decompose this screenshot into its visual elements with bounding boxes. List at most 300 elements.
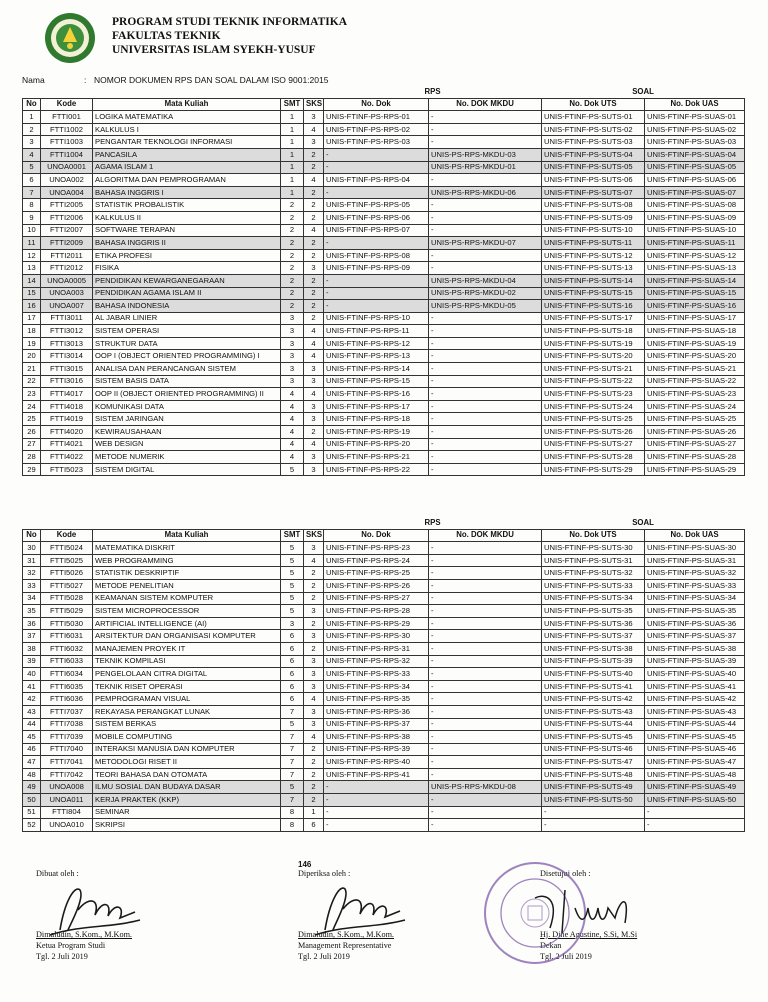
row-no-dok: UNIS-FTINF-PS-RPS-36 (324, 705, 429, 718)
row-no: 2 (23, 123, 41, 136)
row-kode: FTTI4019 (41, 413, 93, 426)
row-mata-kuliah: METODOLOGI RISET II (93, 756, 281, 769)
row-kode: FTTI804 (41, 806, 93, 819)
row-smt: 8 (281, 819, 304, 832)
row-no-dok-mkdu: - (429, 375, 542, 388)
row-no-dok-uas: UNIS-FTINF-PS-SUAS-17 (645, 312, 745, 325)
row-kode: FTTI6035 (41, 680, 93, 693)
row-mata-kuliah: ARTIFICIAL INTELLIGENCE (AI) (93, 617, 281, 630)
row-no-dok-mkdu: - (429, 743, 542, 756)
row-kode: UNOA0005 (41, 274, 93, 287)
row-smt: 6 (281, 668, 304, 681)
row-kode: FTTI4017 (41, 388, 93, 401)
row-no-dok: UNIS-FTINF-PS-RPS-21 (324, 451, 429, 464)
row-smt: 4 (281, 388, 304, 401)
row-no-dok-uas: UNIS-FTINF-PS-SUAS-11 (645, 237, 745, 250)
row-no-dok-uas: UNIS-FTINF-PS-SUAS-09 (645, 211, 745, 224)
program-name: PROGRAM STUDI TEKNIK INFORMATIKA (112, 16, 348, 28)
row-no-dok: UNIS-FTINF-PS-RPS-10 (324, 312, 429, 325)
row-no-dok-uas: UNIS-FTINF-PS-SUAS-18 (645, 325, 745, 338)
row-sks: 2 (304, 768, 324, 781)
row-kode: FTTI7038 (41, 718, 93, 731)
row-mata-kuliah: TEKNIK RISET OPERASI (93, 680, 281, 693)
table-row (23, 350, 745, 363)
row-smt: 3 (281, 617, 304, 630)
row-sks: 3 (304, 705, 324, 718)
row-smt: 7 (281, 705, 304, 718)
row-no-dok-uas: UNIS-FTINF-PS-SUAS-47 (645, 756, 745, 769)
signature-scribble-2 (305, 878, 415, 940)
row-mata-kuliah: SISTEM OPERASI (93, 325, 281, 338)
row-no: 48 (23, 768, 41, 781)
row-mata-kuliah: ILMU SOSIAL DAN BUDAYA DASAR (93, 781, 281, 794)
row-no-dok-uts: UNIS-FTINF-PS-SUTS-37 (542, 630, 645, 643)
row-mata-kuliah: KEAMANAN SISTEM KOMPUTER (93, 592, 281, 605)
row-mata-kuliah: OOP II (OBJECT ORIENTED PROGRAMMING) II (93, 388, 281, 401)
row-mata-kuliah: METODE NUMERIK (93, 451, 281, 464)
row-no-dok-mkdu: - (429, 705, 542, 718)
signer-role: Dekan (540, 941, 562, 950)
row-kode: UNOA002 (41, 174, 93, 187)
row-sks: 2 (304, 592, 324, 605)
row-no: 23 (23, 388, 41, 401)
row-no-dok-uas: UNIS-FTINF-PS-SUAS-20 (645, 350, 745, 363)
soal-group-header: SOAL (632, 86, 654, 96)
row-smt: 6 (281, 630, 304, 643)
signature-date: Tgl. 2 Juli 2019 (36, 952, 88, 961)
row-no-dok: UNIS-FTINF-PS-RPS-06 (324, 211, 429, 224)
row-sks: 2 (304, 756, 324, 769)
row-sks: 3 (304, 463, 324, 476)
row-no-dok-uts: UNIS-FTINF-PS-SUTS-35 (542, 605, 645, 618)
row-no-dok-uas: UNIS-FTINF-PS-SUAS-40 (645, 668, 745, 681)
row-mata-kuliah: ETIKA PROFESI (93, 249, 281, 262)
signature-date: Tgl. 2 Juli 2019 (540, 952, 592, 961)
row-no-dok-uts: UNIS-FTINF-PS-SUTS-27 (542, 438, 645, 451)
row-no-dok: UNIS-FTINF-PS-RPS-08 (324, 249, 429, 262)
row-no-dok-mkdu: UNIS-PS-RPS-MKDU-01 (429, 161, 542, 174)
row-no: 24 (23, 400, 41, 413)
row-smt: 2 (281, 249, 304, 262)
university-name: UNIVERSITAS ISLAM SYEKH-YUSUF (112, 44, 316, 56)
row-kode: FTTI4022 (41, 451, 93, 464)
row-no: 14 (23, 274, 41, 287)
row-sks: 2 (304, 743, 324, 756)
document-name-line (22, 75, 328, 85)
row-no-dok: UNIS-FTINF-PS-RPS-04 (324, 174, 429, 187)
row-no-dok: UNIS-FTINF-PS-RPS-27 (324, 592, 429, 605)
table-row (23, 224, 745, 237)
row-mata-kuliah: INTERAKSI MANUSIA DAN KOMPUTER (93, 743, 281, 756)
table-row (23, 388, 745, 401)
row-mata-kuliah: SISTEM MICROPROCESSOR (93, 605, 281, 618)
row-sks: 4 (304, 350, 324, 363)
row-sks: 3 (304, 363, 324, 376)
row-no-dok-uas: UNIS-FTINF-PS-SUAS-39 (645, 655, 745, 668)
row-no: 34 (23, 592, 41, 605)
row-mata-kuliah: PENDIDIKAN KEWARGANEGARAAN (93, 274, 281, 287)
row-no-dok-uas: UNIS-FTINF-PS-SUAS-43 (645, 705, 745, 718)
col-no-dok-uas: No. Dok UAS (645, 529, 745, 542)
col-no-dok-uts: No. Dok UTS (542, 98, 645, 111)
row-no-dok-mkdu: - (429, 111, 542, 124)
col-sks: SKS (304, 529, 324, 542)
row-mata-kuliah: WEB DESIGN (93, 438, 281, 451)
row-no: 49 (23, 781, 41, 794)
signer-role: Management Representative (298, 941, 392, 950)
row-no-dok: UNIS-FTINF-PS-RPS-32 (324, 655, 429, 668)
row-kode: FTTI3015 (41, 363, 93, 376)
table-row (23, 300, 745, 313)
row-mata-kuliah: BAHASA INDONESIA (93, 300, 281, 313)
row-smt: 1 (281, 111, 304, 124)
row-no-dok-uas: UNIS-FTINF-PS-SUAS-14 (645, 274, 745, 287)
row-mata-kuliah: PENDIDIKAN AGAMA ISLAM II (93, 287, 281, 300)
row-smt: 1 (281, 174, 304, 187)
row-no-dok: UNIS-FTINF-PS-RPS-38 (324, 731, 429, 744)
row-no-dok: UNIS-FTINF-PS-RPS-35 (324, 693, 429, 706)
row-smt: 3 (281, 363, 304, 376)
row-no-dok-uas: UNIS-FTINF-PS-SUAS-27 (645, 438, 745, 451)
row-no-dok-uts: UNIS-FTINF-PS-SUTS-41 (542, 680, 645, 693)
row-kode: FTTI2005 (41, 199, 93, 212)
row-no-dok-mkdu: - (429, 655, 542, 668)
row-smt: 2 (281, 211, 304, 224)
table-row (23, 743, 745, 756)
row-sks: 2 (304, 287, 324, 300)
row-mata-kuliah: KALKULUS I (93, 123, 281, 136)
row-no-dok: UNIS-FTINF-PS-RPS-07 (324, 224, 429, 237)
table-row (23, 312, 745, 325)
row-no-dok-uts: UNIS-FTINF-PS-SUTS-45 (542, 731, 645, 744)
row-no-dok-uts: UNIS-FTINF-PS-SUTS-06 (542, 174, 645, 187)
row-no: 37 (23, 630, 41, 643)
row-kode: FTTI7037 (41, 705, 93, 718)
row-no: 16 (23, 300, 41, 313)
row-mata-kuliah: AGAMA ISLAM 1 (93, 161, 281, 174)
row-smt: 7 (281, 731, 304, 744)
row-kode: FTTI7041 (41, 756, 93, 769)
row-no-dok-mkdu: UNIS-PS-RPS-MKDU-06 (429, 186, 542, 199)
row-no-dok-mkdu: UNIS-PS-RPS-MKDU-07 (429, 237, 542, 250)
table-row (23, 287, 745, 300)
row-smt: 7 (281, 756, 304, 769)
row-smt: 5 (281, 542, 304, 555)
row-no-dok-uts: UNIS-FTINF-PS-SUTS-20 (542, 350, 645, 363)
row-no-dok: UNIS-FTINF-PS-RPS-09 (324, 262, 429, 275)
table-row (23, 274, 745, 287)
document-table-1 (22, 86, 745, 476)
row-no: 32 (23, 567, 41, 580)
row-no-dok-uts: UNIS-FTINF-PS-SUTS-01 (542, 111, 645, 124)
row-no-dok-mkdu: - (429, 567, 542, 580)
row-kode: FTTI2011 (41, 249, 93, 262)
table-row (23, 123, 745, 136)
row-no-dok-uts: UNIS-FTINF-PS-SUTS-32 (542, 567, 645, 580)
row-no: 3 (23, 136, 41, 149)
table-row (23, 199, 745, 212)
row-no-dok-uas: UNIS-FTINF-PS-SUAS-23 (645, 388, 745, 401)
row-mata-kuliah: STATISTIK PROBALISTIK (93, 199, 281, 212)
row-kode: UNOA008 (41, 781, 93, 794)
row-sks: 2 (304, 426, 324, 439)
row-no-dok-mkdu: - (429, 554, 542, 567)
row-no-dok-uas: UNIS-FTINF-PS-SUAS-12 (645, 249, 745, 262)
row-mata-kuliah: TEKNIK KOMPILASI (93, 655, 281, 668)
col-smt: SMT (281, 98, 304, 111)
row-no-dok: UNIS-FTINF-PS-RPS-31 (324, 642, 429, 655)
row-sks: 2 (304, 274, 324, 287)
table-row (23, 375, 745, 388)
row-no-dok: - (324, 274, 429, 287)
table-row (23, 111, 745, 124)
row-no-dok-uas: UNIS-FTINF-PS-SUAS-29 (645, 463, 745, 476)
col-mata-kuliah: Mata Kuliah (93, 98, 281, 111)
table-row (23, 630, 745, 643)
row-no-dok-uas: UNIS-FTINF-PS-SUAS-32 (645, 567, 745, 580)
row-no-dok-mkdu: - (429, 211, 542, 224)
row-no-dok-uts: UNIS-FTINF-PS-SUTS-14 (542, 274, 645, 287)
row-smt: 1 (281, 161, 304, 174)
row-no-dok-uts: UNIS-FTINF-PS-SUTS-16 (542, 300, 645, 313)
document-name: NOMOR DOKUMEN RPS DAN SOAL DALAM ISO 9001:2015 (94, 75, 329, 85)
row-smt: 1 (281, 123, 304, 136)
signer-role: Ketua Program Studi (36, 941, 106, 950)
row-no-dok: UNIS-FTINF-PS-RPS-25 (324, 567, 429, 580)
row-no-dok-mkdu: - (429, 136, 542, 149)
row-no-dok-mkdu: - (429, 312, 542, 325)
row-sks: 3 (304, 413, 324, 426)
row-no-dok-uts: UNIS-FTINF-PS-SUTS-02 (542, 123, 645, 136)
row-no-dok-uas: UNIS-FTINF-PS-SUAS-25 (645, 413, 745, 426)
row-no-dok-mkdu: - (429, 174, 542, 187)
col-smt: SMT (281, 529, 304, 542)
row-no-dok-uas: UNIS-FTINF-PS-SUAS-35 (645, 605, 745, 618)
row-no: 26 (23, 426, 41, 439)
row-no-dok-uas: UNIS-FTINF-PS-SUAS-50 (645, 794, 745, 807)
row-kode: UNOA007 (41, 300, 93, 313)
row-no-dok-uts: UNIS-FTINF-PS-SUTS-13 (542, 262, 645, 275)
row-no-dok: UNIS-FTINF-PS-RPS-15 (324, 375, 429, 388)
row-kode: FTTI1002 (41, 123, 93, 136)
row-kode: FTTI2012 (41, 262, 93, 275)
signature-scribble-1 (40, 880, 150, 940)
row-no: 9 (23, 211, 41, 224)
row-no-dok-uts: UNIS-FTINF-PS-SUTS-28 (542, 451, 645, 464)
row-smt: 6 (281, 655, 304, 668)
row-smt: 4 (281, 413, 304, 426)
row-sks: 3 (304, 375, 324, 388)
row-no-dok-uas: UNIS-FTINF-PS-SUAS-38 (645, 642, 745, 655)
row-no-dok-uas: UNIS-FTINF-PS-SUAS-10 (645, 224, 745, 237)
row-no-dok-mkdu: - (429, 794, 542, 807)
row-sks: 4 (304, 325, 324, 338)
row-smt: 2 (281, 237, 304, 250)
row-no-dok: UNIS-FTINF-PS-RPS-29 (324, 617, 429, 630)
row-no-dok: - (324, 806, 429, 819)
rps-group-header: RPS (424, 86, 441, 96)
row-no-dok: - (324, 161, 429, 174)
row-smt: 4 (281, 426, 304, 439)
table-row (23, 693, 745, 706)
row-sks: 3 (304, 630, 324, 643)
row-no-dok-uts: UNIS-FTINF-PS-SUTS-49 (542, 781, 645, 794)
row-no-dok-uts: UNIS-FTINF-PS-SUTS-33 (542, 579, 645, 592)
table-row (23, 705, 745, 718)
table-row (23, 781, 745, 794)
row-no: 13 (23, 262, 41, 275)
row-smt: 3 (281, 337, 304, 350)
row-no-dok: UNIS-FTINF-PS-RPS-37 (324, 718, 429, 731)
row-no-dok-uts: UNIS-FTINF-PS-SUTS-21 (542, 363, 645, 376)
row-no: 21 (23, 363, 41, 376)
row-mata-kuliah: PEMPROGRAMAN VISUAL (93, 693, 281, 706)
row-no-dok-uts: UNIS-FTINF-PS-SUTS-08 (542, 199, 645, 212)
row-smt: 4 (281, 451, 304, 464)
row-no: 40 (23, 668, 41, 681)
row-mata-kuliah: STRUKTUR DATA (93, 337, 281, 350)
row-no-dok: UNIS-FTINF-PS-RPS-17 (324, 400, 429, 413)
row-no-dok-mkdu: - (429, 337, 542, 350)
row-no-dok-uas: UNIS-FTINF-PS-SUAS-42 (645, 693, 745, 706)
row-no-dok-mkdu: - (429, 605, 542, 618)
row-sks: 2 (304, 579, 324, 592)
row-sks: 1 (304, 806, 324, 819)
row-no-dok-uts: UNIS-FTINF-PS-SUTS-11 (542, 237, 645, 250)
row-no-dok-mkdu: - (429, 426, 542, 439)
row-kode: FTTI6034 (41, 668, 93, 681)
row-smt: 3 (281, 325, 304, 338)
row-mata-kuliah: REKAYASA PERANGKAT LUNAK (93, 705, 281, 718)
soal-group-header: SOAL (632, 517, 654, 527)
col-no: No (23, 529, 41, 542)
row-mata-kuliah: METODE PENELITIAN (93, 579, 281, 592)
row-no-dok: UNIS-FTINF-PS-RPS-01 (324, 111, 429, 124)
row-no-dok: UNIS-FTINF-PS-RPS-12 (324, 337, 429, 350)
row-sks: 2 (304, 567, 324, 580)
table-row (23, 400, 745, 413)
row-no-dok: UNIS-FTINF-PS-RPS-41 (324, 768, 429, 781)
row-no-dok-uas: UNIS-FTINF-PS-SUAS-30 (645, 542, 745, 555)
row-no-dok-uts: - (542, 806, 645, 819)
row-no-dok-uas: UNIS-FTINF-PS-SUAS-04 (645, 148, 745, 161)
row-kode: FTTI3016 (41, 375, 93, 388)
row-smt: 4 (281, 438, 304, 451)
row-mata-kuliah: LOGIKA MATEMATIKA (93, 111, 281, 124)
row-no-dok-mkdu: - (429, 325, 542, 338)
row-sks: 3 (304, 718, 324, 731)
row-no: 38 (23, 642, 41, 655)
row-no: 42 (23, 693, 41, 706)
row-smt: 2 (281, 287, 304, 300)
row-no-dok-uts: UNIS-FTINF-PS-SUTS-26 (542, 426, 645, 439)
row-no-dok: UNIS-FTINF-PS-RPS-39 (324, 743, 429, 756)
row-kode: UNOA0001 (41, 161, 93, 174)
row-no: 43 (23, 705, 41, 718)
row-mata-kuliah: OOP I (OBJECT ORIENTED PROGRAMMING) I (93, 350, 281, 363)
row-no-dok: UNIS-FTINF-PS-RPS-05 (324, 199, 429, 212)
row-no: 17 (23, 312, 41, 325)
col-no: No (23, 98, 41, 111)
row-mata-kuliah: PENGELOLAAN CITRA DIGITAL (93, 668, 281, 681)
col-mata-kuliah: Mata Kuliah (93, 529, 281, 542)
total-sks: 146 (298, 860, 312, 869)
row-no-dok-mkdu: - (429, 451, 542, 464)
row-sks: 2 (304, 161, 324, 174)
row-sks: 4 (304, 388, 324, 401)
row-no-dok-mkdu: - (429, 768, 542, 781)
row-smt: 1 (281, 186, 304, 199)
row-no-dok-uts: UNIS-FTINF-PS-SUTS-29 (542, 463, 645, 476)
row-no-dok-uts: UNIS-FTINF-PS-SUTS-25 (542, 413, 645, 426)
row-no-dok-uts: UNIS-FTINF-PS-SUTS-48 (542, 768, 645, 781)
row-no-dok-uts: UNIS-FTINF-PS-SUTS-12 (542, 249, 645, 262)
row-no-dok-mkdu: - (429, 592, 542, 605)
row-no-dok-mkdu: - (429, 617, 542, 630)
row-no-dok-uts: UNIS-FTINF-PS-SUTS-39 (542, 655, 645, 668)
row-sks: 3 (304, 680, 324, 693)
row-mata-kuliah: KOMUNIKASI DATA (93, 400, 281, 413)
row-smt: 2 (281, 274, 304, 287)
row-mata-kuliah: BAHASA INGGRIS II (93, 237, 281, 250)
row-no-dok-uas: UNIS-FTINF-PS-SUAS-02 (645, 123, 745, 136)
row-mata-kuliah: ARSITEKTUR DAN ORGANISASI KOMPUTER (93, 630, 281, 643)
signer-name: Hj. Dine Agustine, S.Si, M.Si (540, 930, 638, 939)
table-row (23, 567, 745, 580)
row-sks: 2 (304, 249, 324, 262)
row-no-dok: UNIS-FTINF-PS-RPS-14 (324, 363, 429, 376)
table-row (23, 174, 745, 187)
row-sks: 2 (304, 186, 324, 199)
row-kode: FTTI5026 (41, 567, 93, 580)
row-mata-kuliah: ANALISA DAN PERANCANGAN SISTEM (93, 363, 281, 376)
row-no-dok-uas: UNIS-FTINF-PS-SUAS-13 (645, 262, 745, 275)
row-no-dok-uas: UNIS-FTINF-PS-SUAS-49 (645, 781, 745, 794)
row-mata-kuliah: TEORI BAHASA DAN OTOMATA (93, 768, 281, 781)
row-smt: 1 (281, 136, 304, 149)
row-no-dok-uts: UNIS-FTINF-PS-SUTS-05 (542, 161, 645, 174)
row-no-dok-uts: UNIS-FTINF-PS-SUTS-19 (542, 337, 645, 350)
row-kode: FTTI3012 (41, 325, 93, 338)
row-no-dok-uts: UNIS-FTINF-PS-SUTS-44 (542, 718, 645, 731)
table-row (23, 554, 745, 567)
row-kode: FTTI1003 (41, 136, 93, 149)
row-no-dok-mkdu: - (429, 756, 542, 769)
row-smt: 5 (281, 718, 304, 731)
row-kode: FTTI2009 (41, 237, 93, 250)
row-no-dok-uas: UNIS-FTINF-PS-SUAS-41 (645, 680, 745, 693)
row-kode: FTTI001 (41, 111, 93, 124)
table-row (23, 438, 745, 451)
row-no-dok-uas: UNIS-FTINF-PS-SUAS-08 (645, 199, 745, 212)
row-sks: 3 (304, 136, 324, 149)
row-no-dok: UNIS-FTINF-PS-RPS-23 (324, 542, 429, 555)
row-no-dok-mkdu: - (429, 819, 542, 832)
row-no: 46 (23, 743, 41, 756)
row-mata-kuliah: BAHASA INGGRIS I (93, 186, 281, 199)
row-no-dok: UNIS-FTINF-PS-RPS-28 (324, 605, 429, 618)
table-row (23, 731, 745, 744)
row-smt: 3 (281, 375, 304, 388)
table-row (23, 148, 745, 161)
row-sks: 4 (304, 174, 324, 187)
row-no-dok-uas: - (645, 819, 745, 832)
row-smt: 7 (281, 768, 304, 781)
table-row (23, 668, 745, 681)
table-row (23, 413, 745, 426)
row-no-dok-mkdu: - (429, 262, 542, 275)
row-sks: 6 (304, 819, 324, 832)
